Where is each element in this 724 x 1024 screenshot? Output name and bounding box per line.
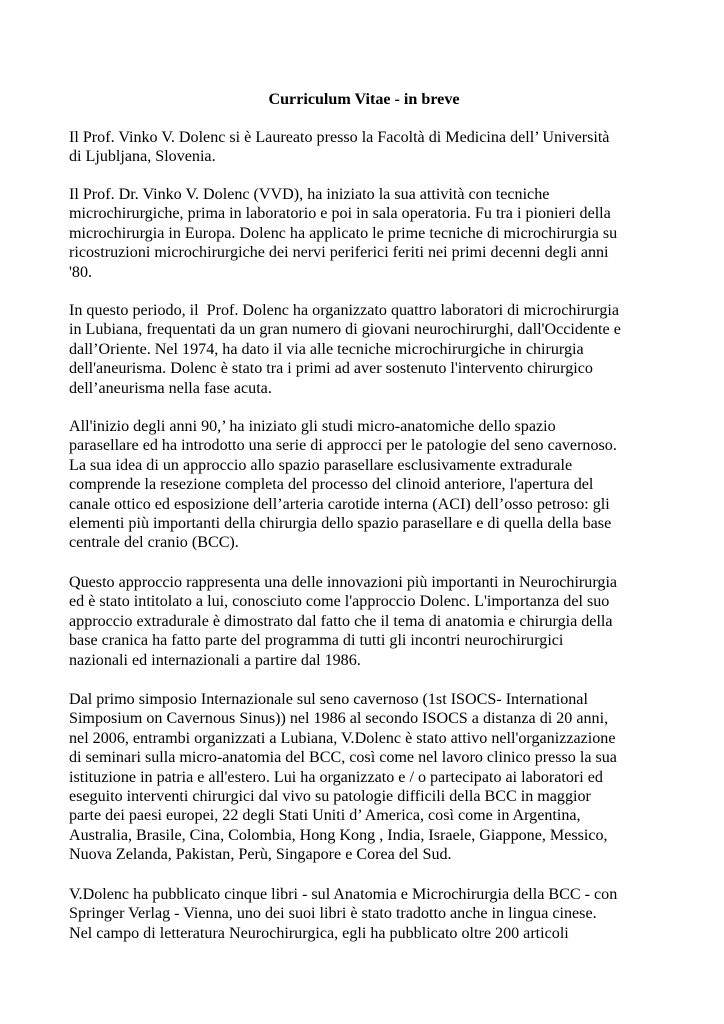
text-line: eseguito interventi chirurgici dal vivo su patologie difficili della BCC in maggior: [69, 788, 591, 806]
text-line: '80.: [69, 263, 93, 281]
document-title: Curriculum Vitae - in breve: [268, 91, 460, 108]
text-line: dell’aneurisma nella fase acuta.: [69, 379, 272, 397]
text-line: In questo periodo, il Prof. Dolenc ha organizzato quattro laboratori di microchirurgia: [69, 302, 620, 319]
paragraph-pubblicazioni: [69, 885, 659, 943]
text-line: Dal primo simposio Internazionale sul seno cavernoso (1st ISOCS- International: [69, 691, 588, 708]
text-line: nel 2006, entrambi organizzati a Lubiana, V.Dolenc è stato attivo nell'organizzazione: [69, 729, 616, 747]
paragraph-laboratori: [69, 301, 659, 398]
paragraph-parasellare: [69, 417, 659, 553]
text-line: dell'aneurisma. Dolenc è stato tra i primi ad aver sostenuto l'intervento chirurgico: [69, 360, 593, 378]
text-line: canale ottico ed esposizione dell’arteria carotide interna (ACI) dell’osso petroso: gli: [69, 495, 610, 513]
paragraph-approccio-dolenc: [69, 573, 659, 670]
paragraph-isocs: [69, 690, 659, 865]
text-line: All'inizio degli anni 90,’ ha iniziato gli studi micro-anatomiche dello spazio: [69, 418, 556, 435]
text-line: Simposium on Cavernous Sinus)) nel 1986 al secondo ISOCS a distanza di 20 anni,: [69, 710, 609, 728]
text-line: microchirurgia in Europa. Dolenc ha applicato le prime tecniche di microchirurgia su: [69, 224, 618, 242]
text-line: Australia, Brasile, Cina, Colombia, Hong Kong , India, Israele, Giappone, Messico,: [69, 826, 608, 844]
text-line: comprende la resezione completa del processo del clinoid anteriore, l'apertura del: [69, 476, 594, 494]
text-line: Il Prof. Dr. Vinko V. Dolenc (VVD), ha iniziato la sua attività con tecniche: [69, 186, 550, 203]
text-line: La sua idea di un approccio allo spazio parasellare esclusivamente extradurale: [69, 456, 573, 474]
text-line: centrale del cranio (BCC).: [69, 534, 239, 552]
text-line: approccio extradurale è dimostrato dal fatto che il tema di anatomia e chirurgia della: [69, 612, 613, 630]
text-line: V.Dolenc ha pubblicato cinque libri - sul Anatomia e Microchirurgia della BCC - con: [69, 886, 618, 903]
text-line: parte dei paesi europei, 22 degli Stati Uniti d’ America, così come in Argentina,: [69, 807, 581, 825]
text-line: istituzione in patria e all'estero. Lui ha organizzato e / o partecipato ai laboratori ed: [69, 768, 603, 786]
text-line: di Ljubljana, Slovenia.: [69, 148, 216, 166]
text-line: nazionali ed internazionali a partire dal 1986.: [69, 651, 361, 669]
text-line: Nuova Zelanda, Pakistan, Perù, Singapore e Corea del Sud.: [69, 846, 452, 864]
text-line: base cranica ha fatto parte del programma di tutti gli incontri neurochirurgici: [69, 632, 564, 650]
text-line: dall’Oriente. Nel 1974, ha dato il via alle tecniche microchirurgiche in chirurgia: [69, 340, 584, 358]
text-line: Nel campo di letteratura Neurochirurgica, egli ha pubblicato oltre 200 articoli: [69, 924, 569, 942]
text-line: parasellare ed ha introdotto una serie di approcci per le patologie del seno cavernoso.: [69, 437, 617, 455]
paragraph-laurea: [69, 128, 659, 167]
text-line: elementi più importanti della chirurgia dello spazio parasellare e di quella della base: [69, 515, 612, 533]
text-line: Questo approccio rappresenta una delle innovazioni più importanti in Neurochirurgia: [69, 574, 618, 591]
text-line: in Lubiana, frequentati da un gran numero di giovani neurochirurghi, dall'Occidente e: [69, 321, 621, 339]
text-line: Springer Verlag - Vienna, uno dei suoi libri è stato tradotto anche in lingua cinese.: [69, 905, 597, 923]
text-line: di seminari sulla micro-anatomia del BCC, così come nel lavoro clinico presso la sua: [69, 749, 617, 767]
text-line: microchirurgiche, prima in laboratorio e poi in sala operatoria. Fu tra i pionieri della: [69, 205, 611, 223]
paragraph-microchirurgia: [69, 185, 659, 282]
text-line: ricostruzioni microchirurgiche dei nervi periferici feriti nei primi decenni degli anni: [69, 244, 609, 262]
text-line: Il Prof. Vinko V. Dolenc si è Laureato presso la Facoltà di Medicina dell’ Università: [69, 129, 610, 146]
text-line: ed è stato intitolato a lui, conosciuto come l'approccio Dolenc. L'importanza del suo: [69, 593, 610, 611]
